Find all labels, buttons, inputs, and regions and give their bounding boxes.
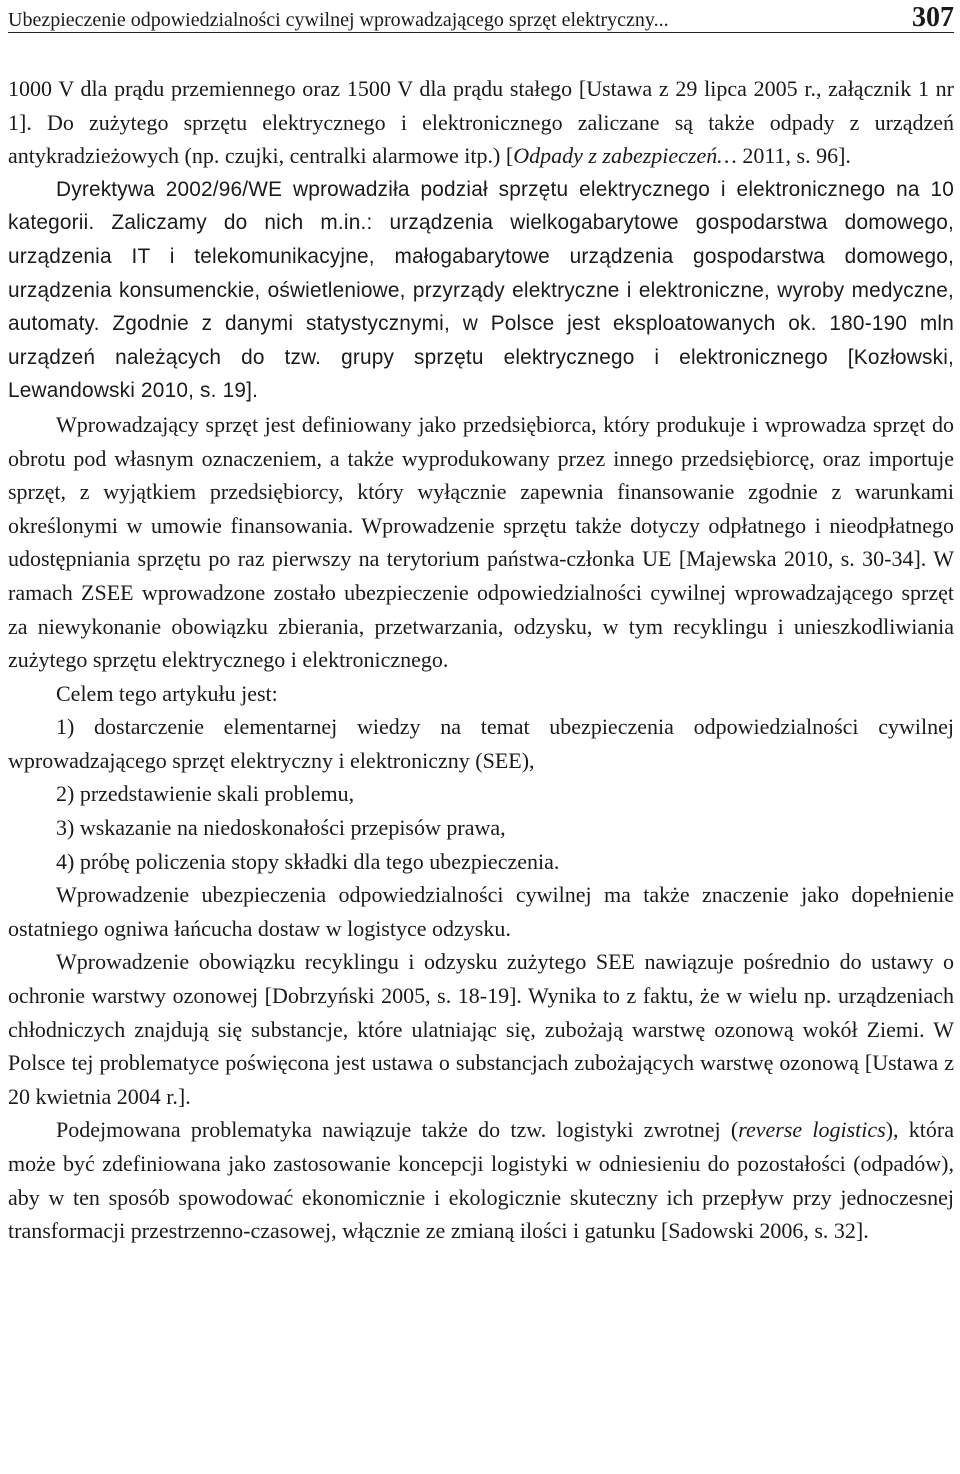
- body-text: [8, 72, 954, 1248]
- paragraph-4: Celem tego artykułu jest:: [56, 680, 278, 706]
- paragraph-3: Wprowadzający sprzęt jest definiowany jako przedsiębiorca, który produkuje i wprowadza sprzęt do obrotu pod własnym oznaczeniem, a także wyprodukowany przez innego przedsiębiorcę, oraz importuje sprzęt, z wyjątkiem przedsiębiorcy, który wyłącznie zapewnia finansowanie zgodnie z warunkami określonymi w umowie finansowania. Wprowadzenie sprzętu także dotyczy odpłatnego i nieodpłatnego udostępniania sprzętu po raz pierwszy na terytorium państwa-członka UE [Majewska 2010, s. 30-34]. W ramach ZSEE wprowadzone zostało ubezpieczenie odpowiedzialności cywilnej wprowadzającego sprzęt za niewykonanie obowiązku zbierania, przetwarzania, odzysku, w tym recyklingu i unieszkodliwiania zużytego sprzętu elektrycznego i elektronicznego.: [8, 411, 954, 673]
- running-header: [8, 2, 954, 33]
- paragraph-7-italic: reverse logistics: [738, 1117, 886, 1143]
- paragraph-5: Wprowadzenie ubezpieczenia odpowiedzialności cywilnej ma także znaczenie jako dopełnienie ostatniego ogniwa łańcucha dostaw w logistyce odzysku.: [8, 882, 954, 941]
- paragraph-7-text-a: Podejmowana problematyka nawiązuje także do tzw. logistyki zwrotnej (: [56, 1117, 739, 1143]
- list-item-2: 2) przedstawienie skali problemu,: [56, 781, 355, 807]
- paragraph-7-text-b: ), która może być zdefiniowana jako zastosowanie koncepcji logistyki w odniesieniu do pozostałości (odpadów), aby w ten sposób spowodować ekonomicznie i ekologicznie skuteczny ich przepływ przy jednoczesnej transformacji przestrzenno-czasowej, włącznie ze zmianą ilości i gatunku [Sadowski 2006, s. 32].: [8, 1117, 955, 1244]
- paragraph-2: Dyrektywa 2002/96/WE wprowadziła podział sprzętu elektrycznego i elektronicznego na 10 kategorii. Zaliczamy do nich m.in.: urządzenia wielkogabarytowe gospodarstwa domowego, urządzenia IT i telekomunikacyjne, małogabarytowe urządzenia gospodarstwa domowego, urządzenia konsumenckie, oświetleniowe, przyrządy elektryczne i elektroniczne, wyroby medyczne, automaty. Zgodnie z danymi statystycznymi, w Polsce jest eksploatowanych ok. 180-190 mln urządzeń należących do tzw. grupy sprzętu elektrycznego i elektronicznego [Kozłowski, Lewandowski 2010, s. 19].: [8, 177, 954, 403]
- paragraph-1-text-a: 1000 V dla prądu przemiennego oraz 1500 V dla prądu stałego [Ustawa z 29 lipca 2005 r., załącznik 1 nr 1]. Do zużytego sprzętu elektrycznego i elektronicznego zaliczane są także odpady z urządzeń antykradzieżowych (np. czujki, centralki alarmowe itp.) [: [8, 76, 954, 169]
- paragraph-1-italic: Odpady z zabezpieczeń…: [513, 143, 737, 169]
- list-item-3: 3) wskazanie na niedoskonałości przepisów prawa,: [56, 815, 506, 841]
- running-title: Ubezpieczenie odpowiedzialności cywilnej wprowadzającego sprzęt elektryczny...: [8, 9, 669, 31]
- page-number: 307: [912, 2, 954, 33]
- paragraph-7: [8, 1113, 954, 1247]
- list-item-1: 1) dostarczenie elementarnej wiedzy na temat ubezpieczenia odpowiedzialności cywilnej wprowadzającego sprzęt elektryczny i elektroniczny (SEE),: [8, 714, 954, 773]
- paragraph-6: Wprowadzenie obowiązku recyklingu i odzysku zużytego SEE nawiązuje pośrednio do ustawy o ochronie warstwy ozonowej [Dobrzyński 2005, s. 18-19]. Wynika to z faktu, że w wielu np. urządzeniach chłodniczych znajdują się substancje, które ulatniając się, zubożają warstwę ozonową wokół Ziemi. W Polsce tej problematyce poświęcona jest ustawa o substancjach zubożających warstwę ozonową [Ustawa z 20 kwietnia 2004 r.].: [8, 949, 954, 1109]
- list-item-4: 4) próbę policzenia stopy składki dla tego ubezpieczenia.: [56, 848, 560, 874]
- paragraph-1: [8, 72, 954, 173]
- paragraph-1-text-b: 2011, s. 96].: [736, 143, 851, 169]
